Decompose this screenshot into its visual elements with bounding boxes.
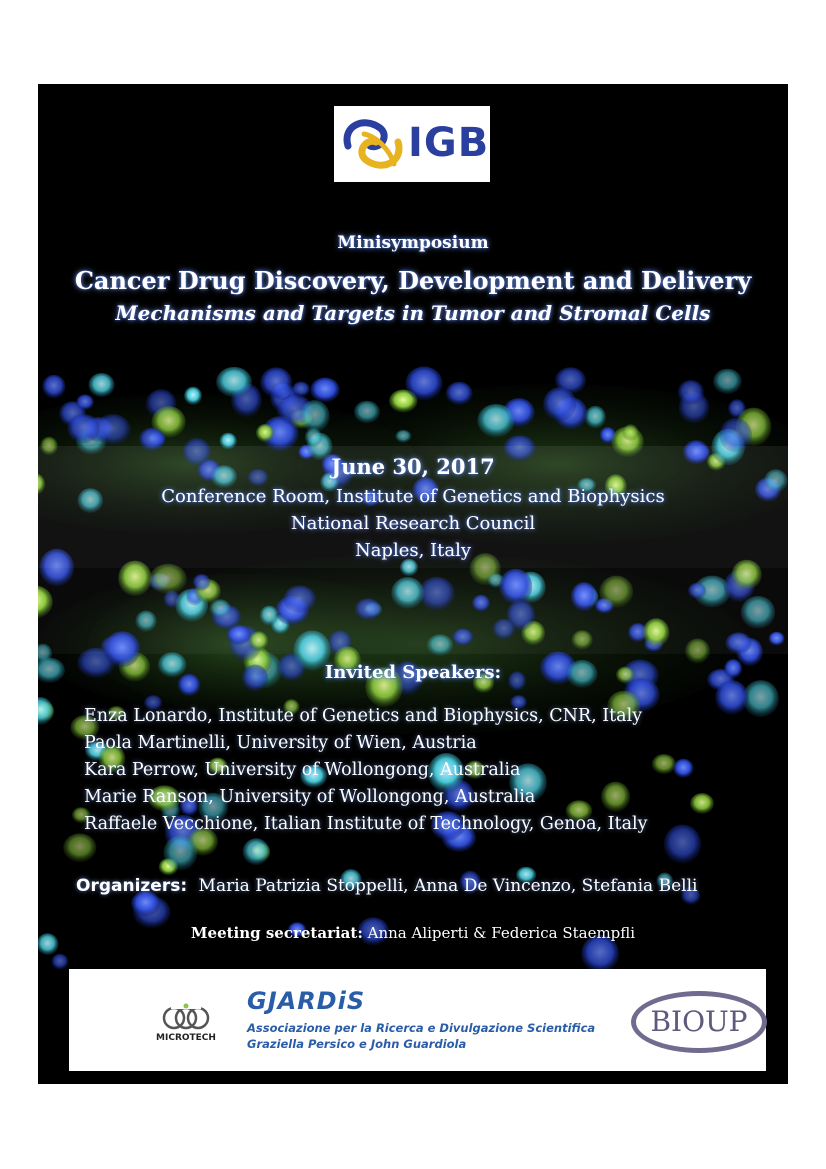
sponsor-strip — [69, 969, 766, 1071]
poster-subtitle: Mechanisms and Targets in Tumor and Stromal Cells — [115, 301, 711, 325]
event-date: June 30, 2017 — [331, 454, 495, 479]
light-band-bottom — [38, 568, 788, 654]
speaker-item: Marie Ranson, University of Wollongong, Australia — [84, 787, 536, 807]
igb-logo — [334, 106, 490, 182]
gjardis-title: GJARDiS — [247, 987, 366, 1015]
speakers-heading: Invited Speakers: — [324, 662, 502, 683]
organizers — [76, 876, 697, 896]
speaker-item: Enza Lonardo, Institute of Genetics and Biophysics, CNR, Italy — [84, 706, 643, 726]
organizers-label: Organizers: — [76, 876, 188, 896]
bioup-logo — [629, 989, 769, 1055]
speaker-item: Paola Martinelli, University of Wien, Austria — [84, 733, 477, 753]
poster-title: Cancer Drug Discovery, Development and Delivery — [74, 266, 752, 295]
igb-logo-text: IGB — [408, 120, 490, 166]
poster — [38, 84, 788, 1084]
venue-line-3: Naples, Italy — [354, 540, 472, 561]
gjardis-line-2: Graziella Persico e John Guardiola — [247, 1037, 467, 1051]
bioup-text: BIOUP — [650, 1005, 748, 1038]
gjardis-line-1: Associazione per la Ricerca e Divulgazione Scientifica — [247, 1021, 596, 1035]
secretariat-label: Meeting secretariat: — [190, 924, 363, 942]
secretariat — [38, 924, 788, 942]
secretariat-names: Anna Aliperti & Federica Staempfli — [367, 924, 636, 942]
organizers-names: Maria Patrizia Stoppelli, Anna De Vincenzo, Stefania Belli — [198, 876, 698, 896]
microtech-logo-icon — [131, 1003, 241, 1033]
speaker-item: Raffaele Vecchione, Italian Institute of Technology, Genoa, Italy — [84, 814, 648, 834]
gjardis-logo — [247, 987, 596, 1057]
kicker: Minisymposium — [337, 233, 489, 253]
speaker-item: Kara Perrow, University of Wollongong, Australia — [84, 760, 521, 780]
venue-line-2: National Research Council — [290, 513, 536, 534]
microtech-logo — [131, 1003, 241, 1053]
venue-line-1: Conference Room, Institute of Genetics and Biophysics — [161, 486, 665, 507]
microtech-name: MICROTECH — [156, 1033, 216, 1043]
